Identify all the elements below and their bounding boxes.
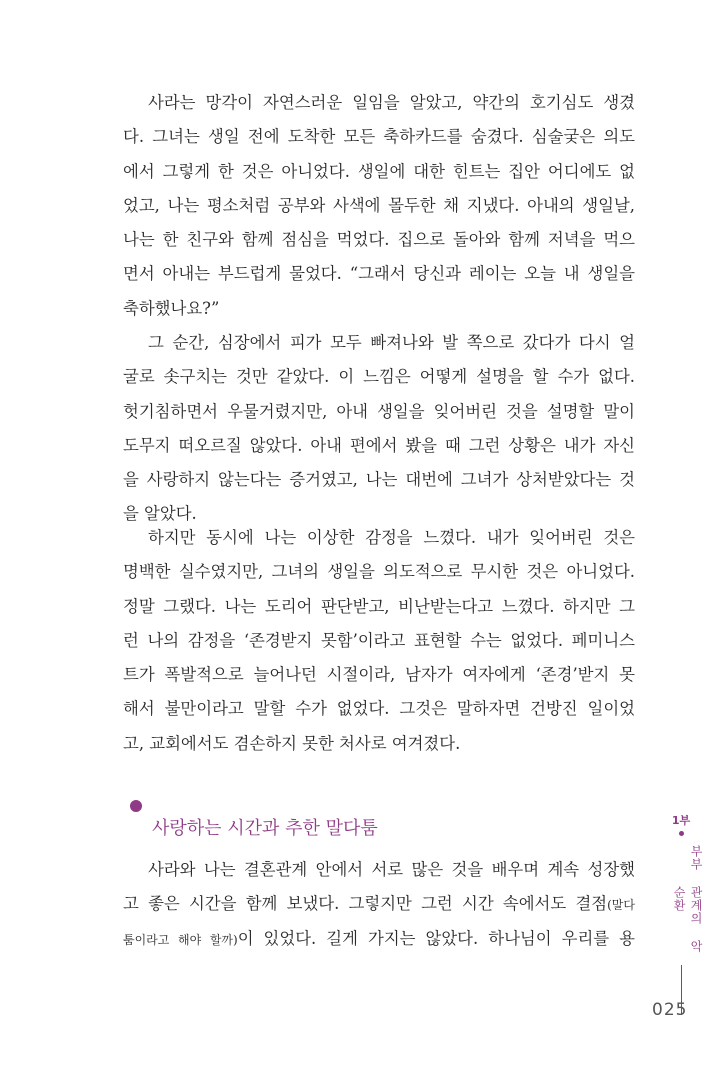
paragraph-2 [123,326,635,532]
chapter-title: 부부 관계의 악순환 [672,845,703,953]
sidebar-dot-icon [679,831,684,836]
text-line: 헛기침하면서 우물거렸지만, 아내 생일을 잊어버린 것을 설명할 말이 [123,401,635,421]
part-label: 1부 [671,814,691,827]
text-line: 도무지 떠오르질 않았다. 아내 편에서 봤을 때 그런 상황은 내가 자신 [123,435,635,455]
text-line: 을 사랑하지 않는다는 증거였고, 나는 대번에 그녀가 상처받았다는 것 [123,470,635,490]
text-line: 었고, 나는 평소처럼 공부와 사색에 몰두한 채 지냈다. 아내의 생일날, [123,195,635,215]
text-segment: 고 좋은 시간을 함께 보냈다. 그렇지만 그런 시간 속에서도 결점 [123,894,608,914]
text-line: 하지만 동시에 나는 이상한 감정을 느꼈다. 내가 잊어버린 것은 [148,528,635,547]
chapter-sidebar [671,814,703,1015]
paragraph-3 [123,521,635,761]
text-line: 해서 불만이라고 말할 수가 없었다. 그것은 말하자면 건방진 일이었 [123,699,635,719]
section-heading [130,800,550,848]
paragraph-1 [123,86,635,326]
text-line: 사라는 망각이 자연스러운 일임을 알았고, 약간의 호기심도 생겼 [148,93,635,112]
text-line: 나는 한 친구와 함께 점심을 먹었다. 집으로 돌아와 함께 저녁을 먹으 [123,230,635,250]
aside-text: (말다 [607,898,635,913]
text-line: 에서 그렇게 한 것은 아니었다. 생일에 대한 힌트는 집안 어디에도 없 [123,161,635,181]
text-line [123,922,635,956]
text-line: 그 순간, 심장에서 피가 모두 빠져나와 발 쪽으로 갔다가 다시 얼 [148,333,635,352]
text-line: 고, 교회에서도 겸손하지 못한 처사로 여겨졌다. [123,733,461,753]
section-heading-text: 사랑하는 시간과 추한 말다툼 [152,818,378,839]
text-line: 사라와 나는 결혼관계 안에서 서로 많은 것을 배우며 계속 성장했 [148,860,635,879]
aside-text: 툼이라고 해야 할까) [123,932,238,947]
text-line: 축하했나요?” [123,298,220,318]
page-number: 025 [652,1000,688,1020]
bullet-dot-icon [130,800,142,812]
text-line: 정말 그랬다. 나는 도리어 판단받고, 비난받는다고 느꼈다. 하지만 그 [123,596,635,616]
text-line: 트가 폭발적으로 늘어나던 시절이라, 남자가 여자에게 ‘존경’받지 못 [123,665,635,685]
text-line: 다. 그녀는 생일 전에 도착한 모든 축하카드를 숨겼다. 심술궂은 의도 [123,127,635,147]
text-line [123,887,635,921]
text-line: 굴로 솟구치는 것만 같았다. 이 느낌은 어떻게 설명을 할 수가 없다. [123,367,635,387]
text-line: 면서 아내는 부드럽게 물었다. “그래서 당신과 레이는 오늘 내 생일을 [123,264,635,284]
paragraph-4 [123,853,635,956]
text-line: 을 알았다. [123,504,197,524]
text-line: 런 나의 감정을 ‘존경받지 못함’이라고 표현할 수는 없었다. 페미니스 [123,630,635,650]
text-segment: 이 있었다. 길게 가지는 않았다. 하나님이 우리를 용 [237,928,635,948]
text-line: 명백한 실수였지만, 그녀의 생일을 의도적으로 무시한 것은 아니었다. [123,562,635,582]
